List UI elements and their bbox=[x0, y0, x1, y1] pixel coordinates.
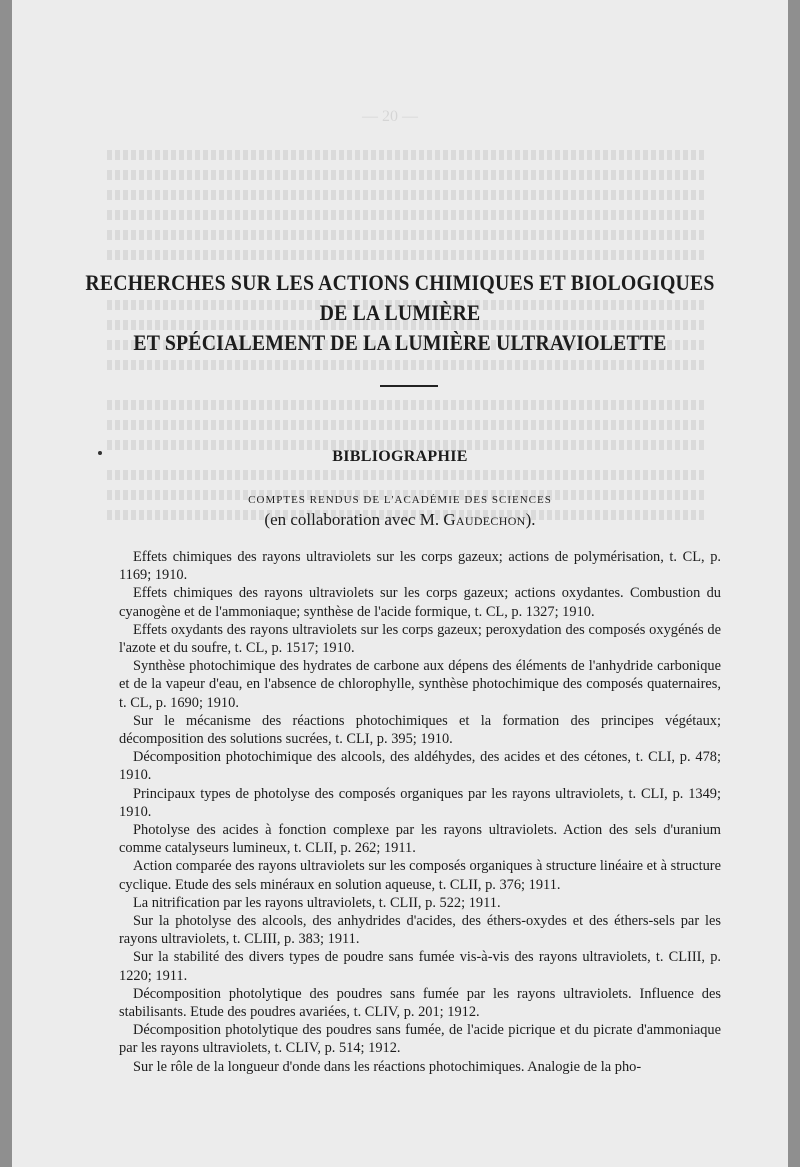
bibliography-entry: Effets chimiques des rayons ultraviolets sur les corps gazeux; actions de polymérisation, t. CL, p. 1169; 1910. bbox=[119, 549, 721, 584]
bibliography-entry: Principaux types de photolyse des composés organiques par les rayons ultraviolets, t. CLI, p. 1349; 1910. bbox=[119, 785, 721, 820]
bibliography-entry: Décomposition photolytique des poudres sans fumée, de l'acide picrique et du picrate d'ammoniaque par les rayons ultraviolets, t. CLIV, p. 514; 1912. bbox=[119, 1022, 721, 1057]
collaboration-line bbox=[12, 510, 788, 530]
bibliography-entry: Sur la photolyse des alcools, des anhydrides d'acides, des éthers-oxydes et des éthers-sels par les rayons ultraviolets, t. CLIII, p. 383; 1911. bbox=[119, 913, 721, 948]
section-heading: BIBLIOGRAPHIE bbox=[332, 448, 468, 465]
show-through-text: — 20 — bbox=[12, 0, 788, 560]
collab-prefix: (en collaboration avec M. bbox=[264, 510, 444, 529]
title-divider bbox=[380, 385, 438, 387]
bibliography-entry: Décomposition photolytique des poudres sans fumée par les rayons ultraviolets. Influence des stabilisants. Etude des poudres avariées, t. CLIV, p. 201; 1912. bbox=[119, 985, 721, 1021]
bibliography-entry: Synthèse photochimique des hydrates de carbone aux dépens des éléments de l'anhydride carbonique et de la vapeur d'eau, en l'absence de chlorophylle, synthèse photochimique des composés quaternaires, t. CL, p. 1690; 1910. bbox=[119, 658, 721, 711]
bibliography-entry: Photolyse des acides à fonction complexe par les rayons ultraviolets. Action des sels d'uranium comme catalyseurs lumineux, t. CLII, p. 262; 1911. bbox=[119, 822, 721, 857]
bibliography-entry: Effets oxydants des rayons ultraviolets sur les corps gazeux; peroxydation des composés oxygénés de l'azote et du soufre, t. CL, p. 1517; 1910. bbox=[119, 621, 721, 657]
title-line-2: DE LA LUMIÈRE bbox=[319, 300, 481, 325]
page-title bbox=[59, 268, 742, 358]
bibliography-entry: La nitrification par les rayons ultraviolets, t. CLII, p. 522; 1911. bbox=[133, 894, 501, 911]
bibliography-list bbox=[119, 548, 721, 1076]
title-line-1: RECHERCHES SUR LES ACTIONS CHIMIQUES ET BIOLOGIQUES bbox=[85, 270, 715, 295]
bibliography-entry: Sur le mécanisme des réactions photochimiques et la formation des principes végétaux; décomposition des solutions sucrées, t. CLI, p. 395; 1910. bbox=[119, 712, 721, 748]
document-page bbox=[12, 0, 788, 1167]
title-line-3: ET SPÉCIALEMENT DE LA LUMIÈRE ULTRAVIOLETTE bbox=[133, 330, 667, 355]
bibliography-entry: Décomposition photochimique des alcools, des aldéhydes, des acides et des cétones, t. CLI, p. 478; 1910. bbox=[119, 749, 721, 784]
collab-name: Gaudechon bbox=[443, 510, 526, 529]
bibliography-entry: Effets chimiques des rayons ultraviolets sur les corps gazeux; actions oxydantes. Combustion du cyanogène et de l'ammoniaque; synthèse de l'acide formique, t. CL, p. 1327; 1910. bbox=[119, 585, 721, 620]
collab-suffix: ). bbox=[525, 510, 536, 529]
source-line: COMPTES RENDUS DE L'ACADÉMIE DES SCIENCES bbox=[248, 494, 552, 506]
bibliography-entry: Sur la stabilité des divers types de poudre sans fumée vis-à-vis des rayons ultraviolets, t. CLIII, p. 1220; 1911. bbox=[119, 949, 721, 984]
bibliography-entry: Sur le rôle de la longueur d'onde dans les réactions photochimiques. Analogie de la pho- bbox=[133, 1058, 642, 1075]
bibliography-entry: Action comparée des rayons ultraviolets sur les composés organiques à structure linéaire et à structure cyclique. Etude des sels minéraux en solution aqueuse, t. CLII, p. 376; 1911. bbox=[119, 858, 721, 893]
